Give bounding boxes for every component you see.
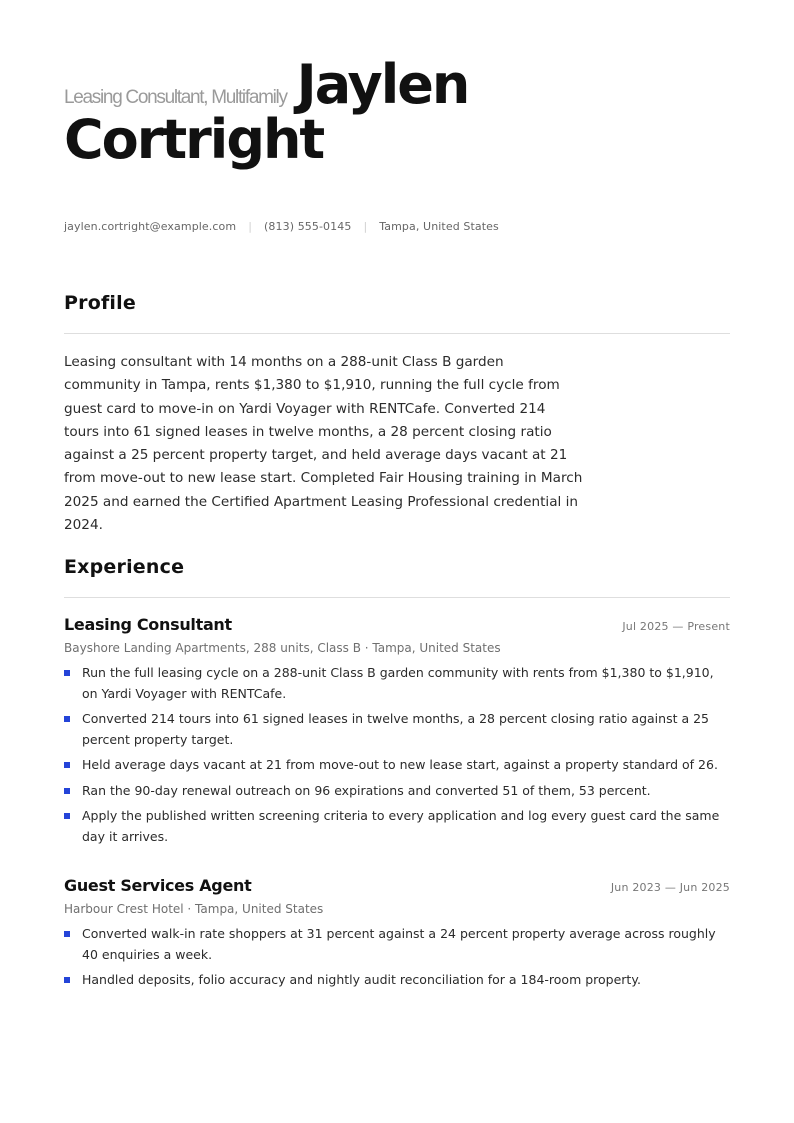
job-bullet xyxy=(64,663,730,704)
profile-summary: Leasing consultant with 14 months on a 288-unit Class B garden community in Tampa, rents $1,380 to $1,910, running the full cycle from guest card to move-in on Yardi Voyager with RENTCafe. Converted 214 tours into 61 signed leases in twelve months, a 28 percent closing ratio against a 25 percent property target, and held average days vacant at 21 from move-out to new lease start. Completed Fair Housing training in March 2025 and earned the Certified Apartment Leasing Professional credential in 2024. xyxy=(64,354,583,534)
job-title: Guest Services Agent xyxy=(64,876,252,895)
bullet-text: Held average days vacant at 21 from move-out to new lease start, against a property standard of 26. xyxy=(82,757,718,772)
profile-divider xyxy=(64,333,730,334)
resume-header xyxy=(64,53,734,171)
job-bullet-list xyxy=(64,924,730,991)
profile-heading: Profile xyxy=(64,292,136,314)
bullet-text: Handled deposits, folio accuracy and nightly audit reconciliation for a 184-room property. xyxy=(82,972,641,987)
job-bullet xyxy=(64,781,730,802)
last-name: Cortright xyxy=(64,108,324,171)
bullet-square-icon xyxy=(64,670,70,676)
job-bullet xyxy=(64,709,730,750)
bullet-square-icon xyxy=(64,813,70,819)
job-bullet xyxy=(64,755,730,776)
contact-separator: | xyxy=(248,220,253,233)
job-bullet xyxy=(64,970,730,991)
bullet-text: Converted 214 tours into 61 signed leases in twelve months, a 28 percent closing ratio against a 25 percent property target. xyxy=(82,711,709,747)
bullet-square-icon xyxy=(64,762,70,768)
bullet-text: Apply the published written screening criteria to every application and log every guest card the same day it arrives. xyxy=(82,808,720,844)
bullet-square-icon xyxy=(64,716,70,722)
bullet-text: Ran the 90-day renewal outreach on 96 expirations and converted 51 of them, 53 percent. xyxy=(82,782,651,798)
contact-separator: | xyxy=(363,220,368,233)
job-organization: Harbour Crest Hotel · Tampa, United States xyxy=(64,902,324,916)
job-bullet xyxy=(64,806,730,847)
contact-location: Tampa, United States xyxy=(379,220,499,233)
job-header xyxy=(64,876,730,895)
bullet-square-icon xyxy=(64,977,70,983)
job-header xyxy=(64,615,730,634)
bullet-square-icon xyxy=(64,931,70,937)
contact-phone[interactable]: (813) 555-0145 xyxy=(264,220,352,233)
job-dates: Jun 2023 — Jun 2025 xyxy=(610,881,730,894)
job-title: Leasing Consultant xyxy=(64,615,232,634)
job-bullet xyxy=(64,924,730,965)
job-organization: Bayshore Landing Apartments, 288 units, Class B · Tampa, United States xyxy=(64,641,501,655)
job-dates: Jul 2025 — Present xyxy=(622,620,730,633)
job-bullet-list xyxy=(64,663,730,847)
experience-heading: Experience xyxy=(64,556,185,578)
bullet-text: Converted walk-in rate shoppers at 31 percent against a 24 percent property average across roughly 40 enquiries a week. xyxy=(82,926,716,962)
name-line-first xyxy=(64,53,734,116)
contact-email[interactable]: jaylen.cortright@example.com xyxy=(64,220,237,233)
job-entry xyxy=(64,615,730,852)
bullet-text: Run the full leasing cycle on a 288-unit Class B garden community with rents from $1,380 to $1,910, on Yardi Voyager with RENTCafe. xyxy=(82,665,714,701)
job-entry xyxy=(64,876,730,996)
role-title: Leasing Consultant, Multifamily xyxy=(64,87,287,108)
contact-line xyxy=(64,220,499,233)
experience-divider xyxy=(64,597,730,598)
first-name: Jaylen xyxy=(296,53,469,116)
bullet-square-icon xyxy=(64,788,70,794)
